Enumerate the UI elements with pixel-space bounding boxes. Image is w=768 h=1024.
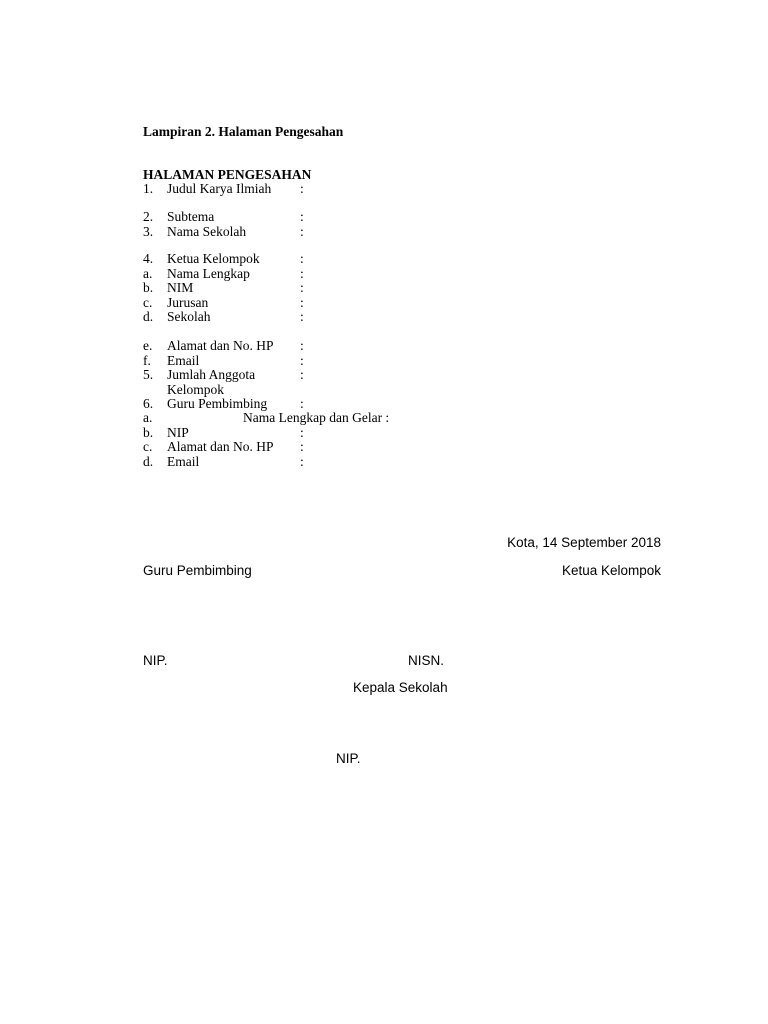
field-label: NIM <box>167 280 194 295</box>
field-colon: : <box>300 338 304 353</box>
field-row-judul <box>0 182 768 197</box>
field-label: Ketua Kelompok <box>167 251 260 266</box>
field-label-continued: Kelompok <box>167 381 224 397</box>
field-number: 3. <box>143 224 154 239</box>
field-colon: : <box>300 181 304 196</box>
right-role-label: Ketua Kelompok <box>561 563 661 578</box>
field-number: 4. <box>143 251 154 266</box>
field-number: a. <box>143 410 153 425</box>
left-role-label: Guru Pembimbing <box>143 563 252 578</box>
field-colon: : <box>300 353 304 368</box>
field-colon: : <box>300 209 304 224</box>
field-number: f. <box>143 353 151 368</box>
field-number: b. <box>143 425 154 440</box>
field-colon: : <box>300 295 304 310</box>
right-id-label: NISN. <box>408 653 445 668</box>
field-colon: : <box>300 224 304 239</box>
field-label: NIP <box>167 425 189 440</box>
field-label: Nama Lengkap <box>167 266 250 281</box>
field-number: a. <box>143 266 153 281</box>
field-label: Email <box>167 353 200 368</box>
field-row-alamat-guru <box>0 440 768 455</box>
field-label: Sekolah <box>167 309 211 324</box>
field-label: Email <box>167 454 200 469</box>
field-number: 1. <box>143 181 154 196</box>
section-title: HALAMAN PENGESAHAN <box>143 167 312 182</box>
field-label: Guru Pembimbing <box>167 396 268 411</box>
field-number: b. <box>143 280 154 295</box>
field-row-nim <box>0 281 768 296</box>
field-row-nip-guru <box>0 426 768 441</box>
field-number: 2. <box>143 209 154 224</box>
field-row-sekolah <box>0 310 768 325</box>
field-colon: : <box>300 454 304 469</box>
field-number: d. <box>143 454 154 469</box>
field-row-email-ketua <box>0 354 768 369</box>
field-number: c. <box>143 295 153 310</box>
field-colon: : <box>300 280 304 295</box>
place-date: Kota, 14 September 2018 <box>507 535 661 550</box>
field-row-jurusan <box>0 296 768 311</box>
field-number: c. <box>143 439 153 454</box>
principal-role-label: Kepala Sekolah <box>353 680 448 695</box>
field-label: Judul Karya Ilmiah <box>167 181 272 196</box>
field-row-email-guru <box>0 455 768 470</box>
field-colon: : <box>300 425 304 440</box>
field-row-alamat-ketua <box>0 339 768 354</box>
field-label: Jurusan <box>167 295 209 310</box>
field-label: Alamat dan No. HP <box>167 439 274 454</box>
left-id-label: NIP. <box>143 653 168 668</box>
field-colon: : <box>300 266 304 281</box>
field-label: Nama Lengkap dan Gelar : <box>243 410 390 425</box>
field-label: Subtema <box>167 209 215 224</box>
principal-id-label: NIP. <box>336 751 361 766</box>
appendix-title: Lampiran 2. Halaman Pengesahan <box>143 124 344 139</box>
field-colon: : <box>300 367 304 382</box>
field-label: Alamat dan No. HP <box>167 338 274 353</box>
field-row-jumlah-anggota <box>0 368 768 398</box>
field-row-nama-sekolah <box>0 225 768 240</box>
field-colon: : <box>300 251 304 266</box>
field-number: d. <box>143 309 154 324</box>
field-number: e. <box>143 338 153 353</box>
field-colon: : <box>300 396 304 411</box>
field-colon: : <box>300 309 304 324</box>
field-row-subtema <box>0 210 768 225</box>
field-label: Nama Sekolah <box>167 224 247 239</box>
field-row-nama-lengkap <box>0 267 768 282</box>
field-row-nama-gelar <box>0 411 768 426</box>
field-row-ketua-kelompok <box>0 252 768 267</box>
field-colon: : <box>300 439 304 454</box>
field-number: 6. <box>143 396 154 411</box>
field-label: Jumlah Anggota <box>167 367 256 382</box>
field-number: 5. <box>143 367 154 382</box>
